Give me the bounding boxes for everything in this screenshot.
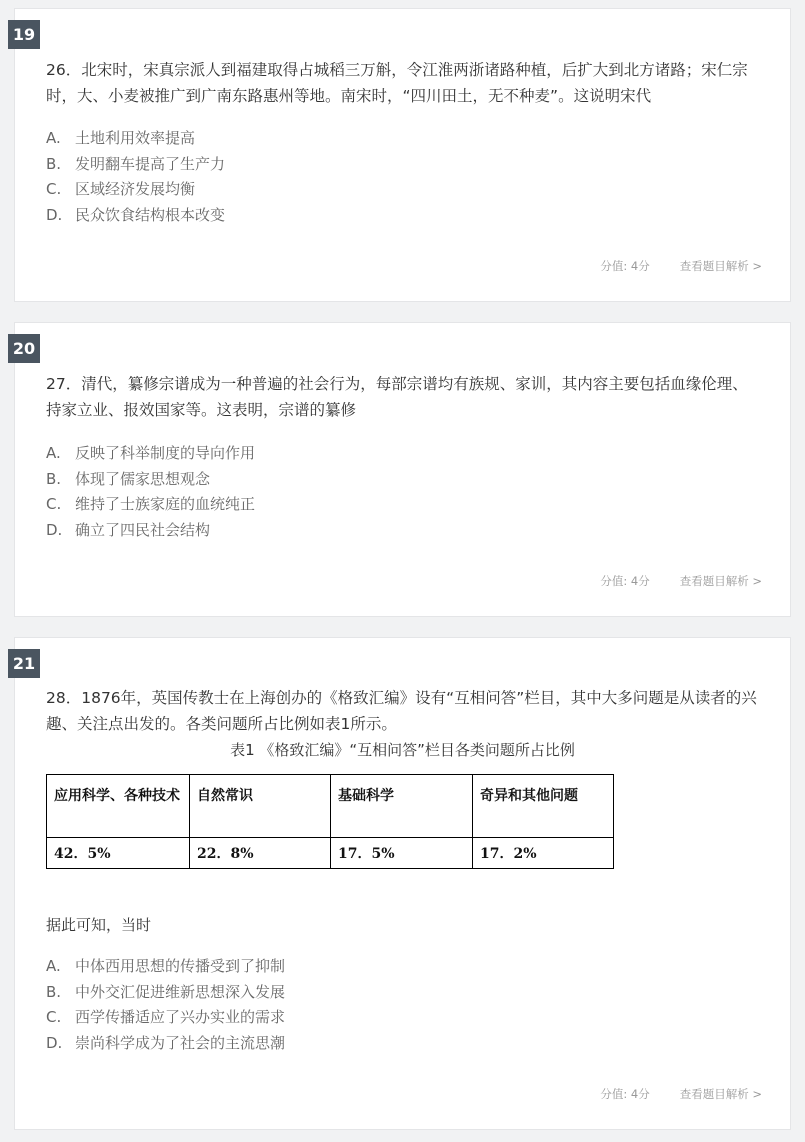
option-text: 维持了士族家庭的血统纯正 bbox=[75, 495, 256, 513]
option-letter: C. bbox=[46, 180, 62, 198]
table-cell: 17．2% bbox=[473, 838, 614, 869]
option-a[interactable] bbox=[46, 441, 762, 467]
option-letter: C. bbox=[46, 1008, 62, 1026]
option-text: 中体西用思想的传播受到了抑制 bbox=[75, 957, 286, 975]
question-card-21 bbox=[14, 637, 791, 1130]
data-table bbox=[46, 774, 614, 869]
question-meta bbox=[600, 573, 762, 589]
option-letter: A. bbox=[46, 957, 61, 975]
question-meta bbox=[600, 258, 762, 274]
option-a[interactable] bbox=[46, 954, 762, 980]
view-analysis-link[interactable]: 查看题目解析 > bbox=[679, 574, 762, 588]
option-letter: B. bbox=[46, 982, 62, 1001]
option-text: 区域经济发展均衡 bbox=[75, 180, 196, 198]
question-stem: 26．北宋时，宋真宗派人到福建取得占城稻三万斛，令江淮两浙诸路种植，后扩大到北方诸路；宋仁宗时，大、小麦被推广到广南东路惠州等地。南宋时，“四川田土，无不种麦”。这说明宋代 bbox=[46, 61, 748, 105]
table-cell: 17．5% bbox=[331, 838, 473, 869]
question-followup-text: 据此可知，当时 bbox=[46, 916, 152, 934]
option-c[interactable] bbox=[46, 1005, 762, 1031]
score-label: 分值: 4分 bbox=[600, 1087, 650, 1101]
option-d[interactable] bbox=[46, 203, 762, 229]
option-letter: B. bbox=[46, 154, 62, 173]
options-list bbox=[46, 441, 762, 543]
option-b[interactable] bbox=[46, 467, 762, 493]
question-stem: 28．1876年，英国传教士在上海创办的《格致汇编》设有“互相问答”栏目，其中大多问题是从读者的兴趣、关注点出发的。各类问题所占比例如表1所示。 bbox=[46, 689, 757, 733]
table-header-cell: 基础科学 bbox=[331, 775, 473, 838]
option-letter: C. bbox=[46, 495, 62, 513]
option-text: 确立了四民社会结构 bbox=[75, 520, 211, 539]
option-c[interactable] bbox=[46, 177, 762, 203]
table-row bbox=[47, 838, 614, 869]
option-text: 西学传播适应了兴办实业的需求 bbox=[75, 1008, 286, 1026]
question-card-19 bbox=[14, 8, 791, 302]
option-c[interactable] bbox=[46, 492, 762, 518]
question-number-badge: 20 bbox=[8, 334, 40, 363]
view-analysis-link[interactable]: 查看题目解析 > bbox=[679, 259, 762, 273]
table-header-row bbox=[47, 775, 614, 838]
option-letter: D. bbox=[46, 205, 63, 224]
table-cell: 22．8% bbox=[190, 838, 331, 869]
options-list bbox=[46, 954, 762, 1056]
question-number-badge: 19 bbox=[8, 20, 40, 49]
option-text: 崇尚科学成为了社会的主流思潮 bbox=[75, 1033, 286, 1052]
table-header-cell: 奇异和其他问题 bbox=[473, 775, 614, 838]
option-letter: A. bbox=[46, 444, 61, 462]
options-list bbox=[46, 126, 762, 228]
option-letter: B. bbox=[46, 469, 62, 488]
option-letter: A. bbox=[46, 129, 61, 147]
table-caption: 表1 《格致汇编》“互相问答”栏目各类问题所占比例 bbox=[230, 741, 575, 759]
option-d[interactable] bbox=[46, 1031, 762, 1057]
option-d[interactable] bbox=[46, 518, 762, 544]
option-text: 反映了科举制度的导向作用 bbox=[75, 444, 256, 462]
option-text: 中外交汇促进维新思想深入发展 bbox=[75, 982, 286, 1001]
table-header-cell: 自然常识 bbox=[190, 775, 331, 838]
option-letter: D. bbox=[46, 1033, 63, 1052]
option-text: 土地利用效率提高 bbox=[75, 129, 196, 147]
score-label: 分值: 4分 bbox=[600, 574, 650, 588]
question-stem: 27．清代，纂修宗谱成为一种普遍的社会行为，每部宗谱均有族规、家训，其内容主要包括血缘伦理、持家立业、报效国家等。这表明，宗谱的纂修 bbox=[46, 375, 748, 419]
option-text: 体现了儒家思想观念 bbox=[75, 469, 211, 488]
view-analysis-link[interactable]: 查看题目解析 > bbox=[679, 1087, 762, 1101]
question-card-20 bbox=[14, 322, 791, 617]
question-meta bbox=[600, 1086, 762, 1102]
score-label: 分值: 4分 bbox=[600, 259, 650, 273]
option-letter: D. bbox=[46, 520, 63, 539]
option-text: 发明翻车提高了生产力 bbox=[75, 154, 226, 173]
option-a[interactable] bbox=[46, 126, 762, 152]
option-b[interactable] bbox=[46, 152, 762, 178]
option-b[interactable] bbox=[46, 980, 762, 1006]
table-header-cell: 应用科学、各种技术 bbox=[47, 775, 190, 838]
option-text: 民众饮食结构根本改变 bbox=[75, 205, 226, 224]
question-number-badge: 21 bbox=[8, 649, 40, 678]
table-cell: 42．5% bbox=[47, 838, 190, 869]
